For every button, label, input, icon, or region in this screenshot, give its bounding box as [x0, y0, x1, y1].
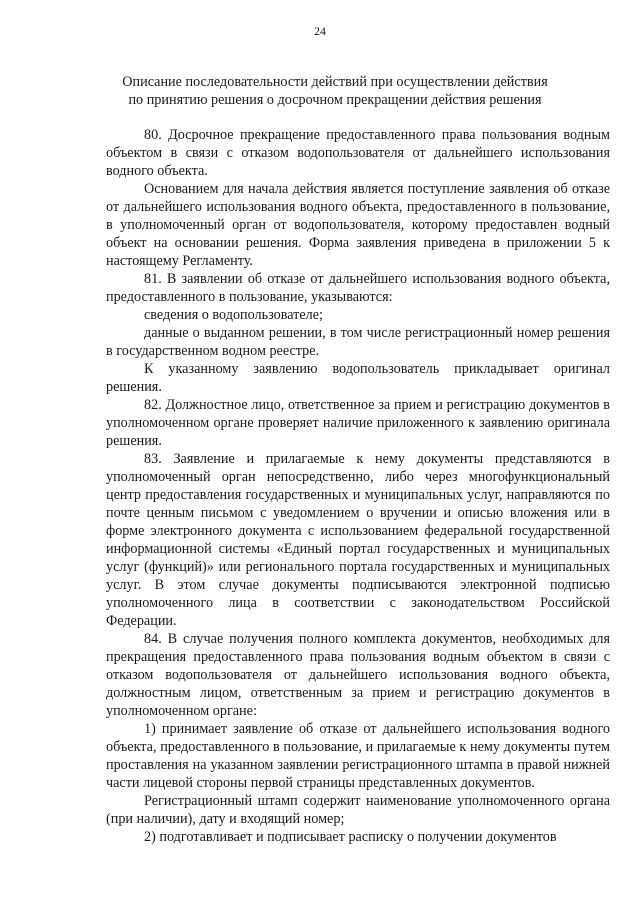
paragraph-81: 81. В заявлении об отказе от дальнейшего использования водного объекта, предоставленного в пользование, указываются: — [106, 271, 610, 305]
document-body — [106, 126, 610, 846]
section-heading — [100, 73, 570, 109]
paragraph-item-user-info: сведения о водопользователе; — [144, 307, 323, 323]
paragraph-80: 80. Досрочное прекращение предоставленного права пользования водным объектом в связи с отказом водопользователя от дальнейшего использования водного объекта. — [106, 127, 610, 179]
section-heading-line: по принятию решения о досрочном прекращении действия решения — [128, 92, 542, 108]
paragraph-84-item-1: 1) принимает заявление об отказе от дальнейшего использования водного объекта, предоставленного в пользование, и прилагаемые к нему документы путем проставления на указанном заявлении регистрационного штампа в правой нижней части лицевой стороны первой страницы представленных документов. — [106, 721, 610, 791]
paragraph-basis: Основанием для начала действия является поступление заявления об отказе от дальнейшего использования водного объекта, предоставленного в пользование, в уполномоченный орган от водопользователя, которому предоставлен водный объект на основании решения. Форма заявления приведена в приложении 5 к настоящему Регламенту. — [106, 181, 610, 269]
paragraph-attachment: К указанному заявлению водопользователь прикладывает оригинал решения. — [106, 361, 610, 395]
paragraph-82: 82. Должностное лицо, ответственное за прием и регистрацию документов в уполномоченном органе проверяет наличие приложенного к заявлению оригинала решения. — [106, 397, 610, 449]
paragraph-84-item-2: 2) подготавливает и подписывает расписку о получении документов — [144, 829, 557, 845]
paragraph-83: 83. Заявление и прилагаемые к нему документы представляются в уполномоченный орган непосредственно, либо через многофункциональный центр предоставления государственных и муниципальных услуг, направляются по почте ценным письмом с уведомлением о вручении и описью вложения или в форме электронного документа с использованием федеральной государственной информационной системы «Единый портал государственных и муниципальных услуг (функций)» или регионального портала государственных и муниципальных услуг. В этом случае документы подписываются электронной подписью уполномоченного лица в соответствии с законодательством Российской Федерации. — [106, 451, 610, 629]
section-heading-line: Описание последовательности действий при осуществлении действия — [122, 74, 548, 90]
paragraph-84: 84. В случае получения полного комплекта документов, необходимых для прекращения предоставленного права пользования водным объектом в связи с отказом водопользователя от дальнейшего использования водного объекта, должностным лицом, ответственным за прием и регистрацию документов в уполномоченном органе: — [106, 631, 610, 719]
page-number: 24 — [314, 24, 326, 38]
paragraph-stamp: Регистрационный штамп содержит наименование уполномоченного органа (при наличии), дату и входящий номер; — [106, 793, 610, 827]
paragraph-item-decision-data: данные о выданном решении, в том числе регистрационный номер решения в государственном водном реестре. — [106, 325, 610, 359]
